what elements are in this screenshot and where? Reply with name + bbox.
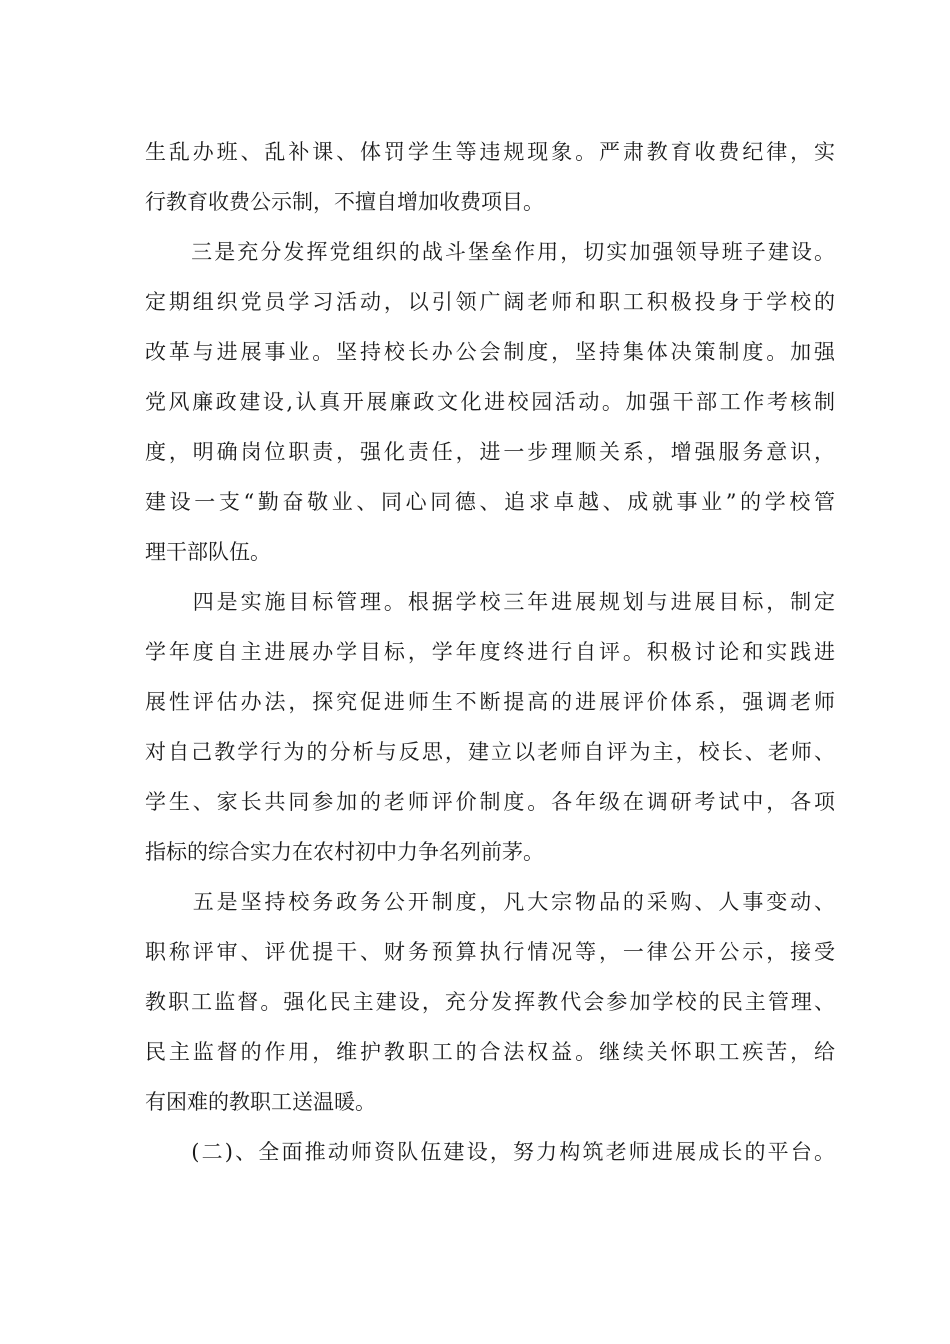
text-line: 五是坚持校务政务公开制度，凡大宗物品的采购、人事变动、 — [145, 890, 835, 914]
text-line: 学年度自主进展办学目标，学年度终进行自评。积极讨论和实践进 — [145, 640, 835, 664]
text-line: 行教育收费公示制，不擅自增加收费项目。 — [145, 190, 544, 214]
text-line: 四是实施目标管理。根据学校三年进展规划与进展目标，制定 — [145, 590, 835, 614]
text-line: 民主监督的作用，维护教职工的合法权益。继续关怀职工疾苦，给 — [145, 1040, 835, 1064]
text-line: 改革与进展事业。坚持校长办公会制度，坚持集体决策制度。加强 — [145, 340, 835, 364]
text-line: 对自己教学行为的分析与反思，建立以老师自评为主，校长、老师、 — [145, 740, 835, 764]
text-line: 指标的综合实力在农村初中力争名列前茅。 — [145, 840, 544, 864]
text-line: 展性评估办法，探究促进师生不断提高的进展评价体系，强调老师 — [145, 690, 835, 714]
text-line: 生乱办班、乱补课、体罚学生等违规现象。严肃教育收费纪律，实 — [145, 140, 835, 164]
text-line: 三是充分发挥党组织的战斗堡垒作用，切实加强领导班子建设。 — [145, 240, 835, 264]
text-line: (二)、全面推动师资队伍建设，努力构筑老师进展成长的平台。 — [145, 1140, 835, 1164]
text-line: 党风廉政建设,认真开展廉政文化进校园活动。加强干部工作考核制 — [145, 390, 835, 414]
text-line: 教职工监督。强化民主建设，充分发挥教代会参加学校的民主管理、 — [145, 990, 835, 1014]
text-line: 建设一支“勤奋敬业、同心同德、追求卓越、成就事业”的学校管 — [145, 490, 835, 514]
text-line: 理干部队伍。 — [145, 540, 271, 564]
text-line: 职称评审、评优提干、财务预算执行情况等，一律公开公示，接受 — [145, 940, 835, 964]
text-line: 有困难的教职工送温暖。 — [145, 1090, 376, 1114]
text-line: 度，明确岗位职责，强化责任，进一步理顺关系，增强服务意识， — [145, 440, 835, 464]
text-line: 定期组织党员学习活动，以引领广阔老师和职工积极投身于学校的 — [145, 290, 835, 314]
text-line: 学生、家长共同参加的老师评价制度。各年级在调研考试中，各项 — [145, 790, 835, 814]
